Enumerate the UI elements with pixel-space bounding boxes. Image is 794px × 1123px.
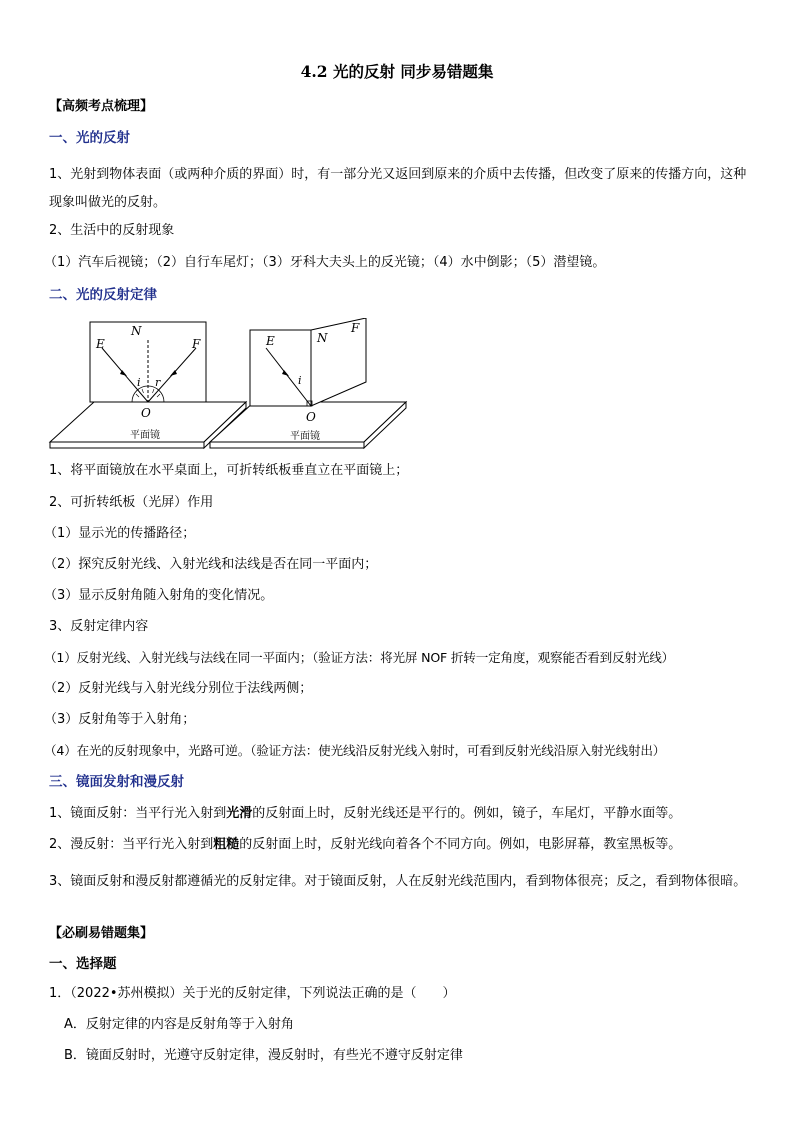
right-mirror-edge — [210, 442, 364, 448]
right-setup — [210, 318, 406, 448]
left-label-i: i — [137, 376, 141, 389]
left-label-N: N — [131, 324, 142, 338]
paragraph-board-function-3: （3）显示反射角随入射角的变化情况。 — [44, 588, 274, 603]
heading-specular-diffuse: 三、镜面发射和漫反射 — [49, 774, 184, 790]
right-label-F: F — [351, 321, 360, 335]
diffuse-keyword: 粗糙 — [213, 837, 240, 852]
paragraph-both-follow-law: 3、镜面反射和漫反射都遵循光的反射定律。对于镜面反射，人在反射光线范围内，看到物体很亮；反之，看到物体很暗。 — [49, 874, 747, 889]
right-label-i: i — [298, 374, 302, 387]
reflection-experiment-diagram — [44, 318, 414, 450]
right-label-N: N — [317, 331, 328, 345]
right-mirror-label: 平面镜 — [290, 431, 320, 442]
paragraph-law-2: （2）反射光线与入射光线分别位于法线两侧； — [44, 681, 313, 696]
heading-reflection: 一、光的反射 — [49, 130, 130, 146]
left-label-E: E — [96, 337, 105, 351]
paragraph-specular — [49, 805, 754, 823]
question-1-option-b: B．镜面反射时，光遵守反射定律，漫反射时，有些光不遵守反射定律 — [64, 1048, 463, 1063]
left-mirror-edge — [50, 442, 204, 448]
left-label-F: F — [192, 337, 201, 351]
left-label-r: r — [155, 376, 161, 389]
heading-multiple-choice: 一、选择题 — [49, 956, 117, 972]
diffuse-text-a: 2、漫反射：当平行光入射到 — [49, 837, 214, 852]
section-summary-heading: 【高频考点梳理】 — [49, 99, 154, 114]
paragraph-law-content: 3、反射定律内容 — [49, 619, 149, 634]
paragraph-definition: 1、光射到物体表面（或两种介质的界面）时，有一部分光又返回到原来的介质中去传播，但改变了原来的传播方向，这种现象叫做光的反射。 — [49, 167, 747, 210]
paragraph-diffuse — [49, 836, 754, 854]
specular-text-c: 的反射面上时，反射光线还是平行的。例如，镜子，车尾灯，平静水面等。 — [252, 806, 682, 821]
question-1: 1．（2022•苏州模拟）关于光的反射定律，下列说法正确的是（ ） — [49, 986, 456, 1001]
left-setup — [50, 322, 246, 448]
question-1-option-a: A．反射定律的内容是反射角等于入射角 — [64, 1017, 294, 1032]
right-label-O: O — [306, 410, 316, 424]
paragraph-board-function: 2、可折转纸板（光屏）作用 — [49, 495, 214, 510]
paragraph-law-3: （3）反射角等于入射角； — [44, 712, 196, 727]
right-label-E: E — [266, 334, 275, 348]
section-errors-heading: 【必刷易错题集】 — [49, 926, 154, 941]
paragraph-board-function-2: （2）探究反射光线、入射光线和法线是否在同一平面内； — [44, 557, 378, 572]
paragraph-life-examples: （1）汽车后视镜；（2）自行车尾灯；（3）牙科大夫头上的反光镜；（4）水中倒影；（5）潜望镜。 — [44, 255, 606, 270]
diffuse-text-c: 的反射面上时，反射光线向着各个不同方向。例如，电影屏幕，教室黑板等。 — [239, 837, 682, 852]
paragraph-board-function-1: （1）显示光的传播路径； — [44, 526, 196, 541]
left-label-O: O — [141, 406, 151, 420]
paragraph-setup: 1、将平面镜放在水平桌面上，可折转纸板垂直立在平面镜上； — [49, 463, 409, 478]
paragraph-law-4: （4）在光的反射现象中，光路可逆。（验证方法：使光线沿反射光线入射时，可看到反射光线沿原入射光线射出） — [44, 743, 666, 758]
specular-keyword: 光滑 — [226, 806, 253, 821]
left-mirror-label: 平面镜 — [130, 430, 160, 441]
heading-law-of-reflection: 二、光的反射定律 — [49, 287, 157, 303]
page-title: 4.2 光的反射 同步易错题集 — [300, 62, 494, 81]
paragraph-law-1: （1）反射光线、入射光线与法线在同一平面内；（验证方法：将光屏 NOF 折转一定角度，观察能否看到反射光线） — [44, 650, 674, 665]
paragraph-life-examples-title: 2、生活中的反射现象 — [49, 223, 175, 238]
specular-text-a: 1、镜面反射：当平行光入射到 — [49, 806, 227, 821]
